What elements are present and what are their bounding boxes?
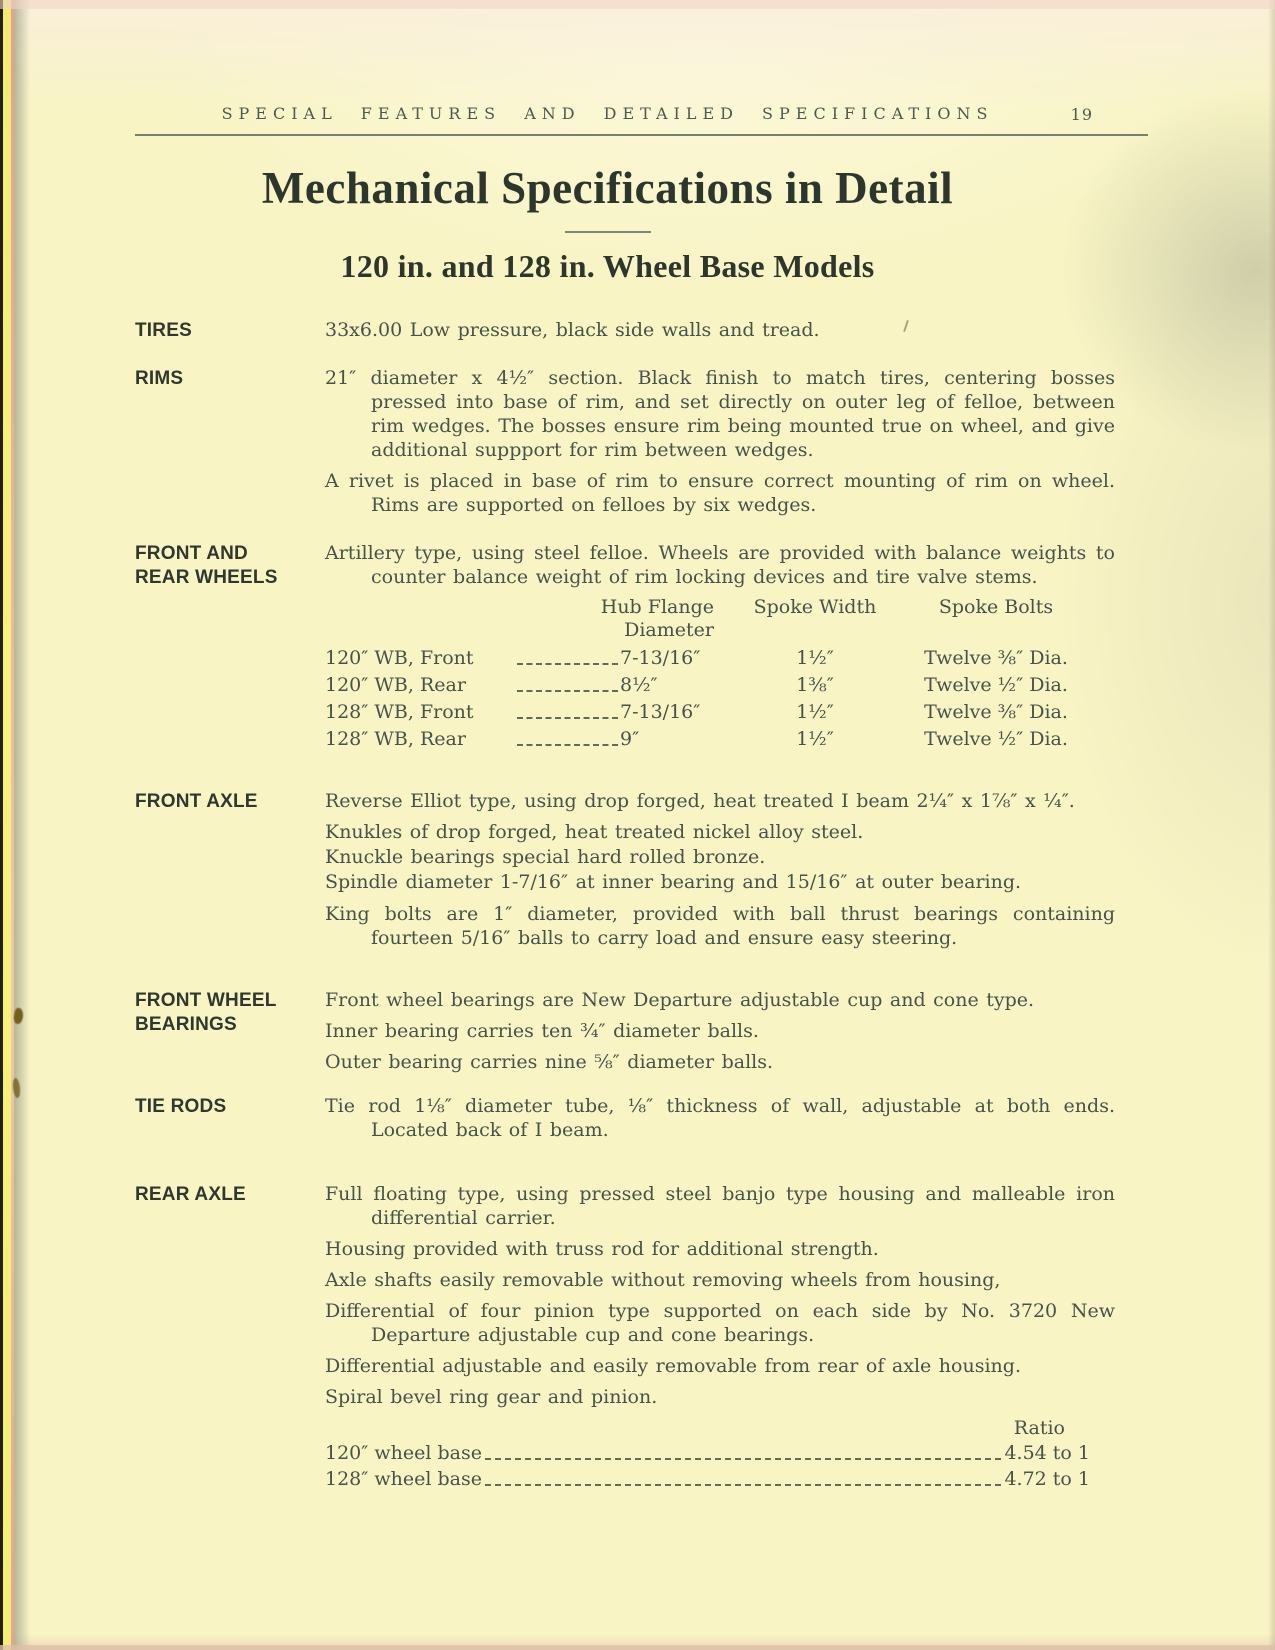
bearings-paragraph: Front wheel bearings are New Departure adjustable cup and cone type. xyxy=(325,989,1035,1011)
wheels-paragraph: Artillery type, using steel felloe. Wheels are provided with balance weights to counter balance weight of rim locking devices and tire valve stems. xyxy=(325,542,1115,588)
spec-sections xyxy=(135,318,1148,1492)
ratio-row xyxy=(325,1466,1115,1492)
spoke-width-value: 1½″ xyxy=(796,701,834,723)
spoke-bolts-value: Twelve ½″ Dia. xyxy=(924,728,1068,750)
scan-top-band xyxy=(0,0,1275,9)
rear-axle-paragraph: Differential of four pinion type supported on each side by No. 3720 New Departure adjustable cup and cone bearings. xyxy=(325,1300,1115,1346)
spoke-width-value: 1½″ xyxy=(796,647,834,669)
ratio-row-label: 128″ wheel base xyxy=(325,1468,482,1490)
tie-rods-paragraph: Tie rod 1⅛″ diameter tube, ⅛″ thickness of wall, adjustable at both ends. Located back of I beam. xyxy=(325,1095,1115,1141)
column-header-hub-flange-diameter xyxy=(325,596,740,642)
section-label-rear-axle: REAR AXLE xyxy=(135,1184,246,1205)
section-front-axle xyxy=(135,789,1148,950)
spoke-bolts-value: Twelve ½″ Dia. xyxy=(924,674,1068,696)
page-subtitle: 120 in. and 128 in. Wheel Base Models xyxy=(340,248,875,284)
section-label-tie-rods: TIE RODS xyxy=(135,1096,227,1117)
rear-axle-paragraph: Differential adjustable and easily removable from rear of axle housing. xyxy=(325,1355,1021,1377)
front-axle-paragraph: King bolts are 1″ diameter, provided with ball thrust bearings containing fourteen 5/16″ balls to carry load and ensure easy steering. xyxy=(325,903,1115,949)
gear-ratio-block xyxy=(325,1416,1115,1492)
spoke-width-value: 1⅜″ xyxy=(796,674,834,696)
section-label-line: BEARINGS xyxy=(135,1014,237,1035)
spoke-bolts-value: Twelve ⅜″ Dia. xyxy=(924,701,1068,723)
hub-flange-diameter-value: 8½″ xyxy=(620,674,658,696)
dash-leader xyxy=(515,645,620,672)
title-block xyxy=(135,162,1080,285)
rims-paragraph: 21″ diameter x 4½″ section. Black finish to match tires, centering bosses pressed into base of rim, and set directly on outer leg of felloe, between rim wedges. The bosses ensure rim being mounted true on wheel, and give additional suppport for rim between wedges. xyxy=(325,367,1115,461)
section-front-wheel-bearings xyxy=(135,988,1148,1074)
tires-paragraph: 33x6.00 Low pressure, black side walls and tread. xyxy=(325,319,820,341)
section-tires xyxy=(135,318,1148,343)
front-axle-paragraph: Reverse Elliot type, using drop forged, heat treated I beam 2¼″ x 1⅞″ x ¼″. xyxy=(325,790,1075,812)
front-axle-paragraph: Knukles of drop forged, heat treated nickel alloy steel. xyxy=(325,821,864,843)
row-label: 120″ WB, Front xyxy=(325,647,474,669)
dash-leader xyxy=(515,672,620,699)
book-gutter-shadow xyxy=(14,0,30,1650)
wheel-table-row xyxy=(325,726,1115,753)
wheel-spec-table xyxy=(325,596,1115,753)
dash-leader xyxy=(485,1440,1001,1466)
dash-leader xyxy=(485,1466,1001,1492)
wheel-table-row xyxy=(325,672,1115,699)
running-header-text: SPECIAL FEATURES AND DETAILED SPECIFICATIONS xyxy=(221,104,994,123)
dash-leader xyxy=(515,726,620,753)
front-axle-paragraph: Knuckle bearings special hard rolled bronze. xyxy=(325,846,766,868)
page-content xyxy=(135,104,1148,1492)
rear-axle-paragraph: Full floating type, using pressed steel banjo type housing and malleable iron differential carrier. xyxy=(325,1183,1115,1229)
section-label-wheels xyxy=(135,541,325,590)
front-axle-paragraph: Spindle diameter 1-7/16″ at inner bearing and 15/16″ at outer bearing. xyxy=(325,871,1022,893)
ratio-row-label: 120″ wheel base xyxy=(325,1442,482,1464)
section-label-line: FRONT AND xyxy=(135,543,248,564)
section-label-rims: RIMS xyxy=(135,368,184,389)
rear-axle-paragraph: Axle shafts easily removable without removing wheels from housing, xyxy=(325,1269,1001,1291)
page-number: 19 xyxy=(1070,105,1093,124)
rear-axle-paragraph: Housing provided with truss rod for additional strength. xyxy=(325,1238,879,1260)
wheel-table-header xyxy=(325,596,1115,642)
scan-bottom-band xyxy=(0,1645,1275,1650)
section-rear-axle xyxy=(135,1182,1148,1492)
bearings-paragraph: Outer bearing carries nine ⅝″ diameter balls. xyxy=(325,1051,774,1073)
running-header xyxy=(135,104,1148,130)
section-front-rear-wheels xyxy=(135,541,1148,753)
hub-flange-diameter-value: 7-13/16″ xyxy=(620,647,701,669)
hub-flange-diameter-value: 7-13/16″ xyxy=(620,701,701,723)
hub-flange-diameter-value: 9″ xyxy=(620,728,640,750)
row-label: 128″ WB, Front xyxy=(325,701,474,723)
hub-flange-header-line: Hub Flange xyxy=(600,596,714,618)
section-tie-rods xyxy=(135,1094,1148,1142)
book-edge-yellow xyxy=(3,0,11,1650)
ratio-column-header: Ratio xyxy=(1013,1417,1065,1439)
section-label-line: REAR WHEELS xyxy=(135,567,278,588)
rims-paragraph: A rivet is placed in base of rim to ensure correct mounting of rim on wheel. Rims are supported on felloes by six wedges. xyxy=(325,470,1115,516)
dash-leader xyxy=(515,699,620,726)
row-label: 128″ WB, Rear xyxy=(325,728,466,750)
rear-axle-paragraph: Spiral bevel ring gear and pinion. xyxy=(325,1386,658,1408)
spoke-bolts-value: Twelve ⅜″ Dia. xyxy=(924,647,1068,669)
section-label-bearings xyxy=(135,988,325,1037)
row-label: 120″ WB, Rear xyxy=(325,674,466,696)
wheel-table-row xyxy=(325,645,1115,672)
section-rims xyxy=(135,366,1148,517)
column-header-spoke-bolts: Spoke Bolts xyxy=(938,596,1054,618)
ratio-value: 4.72 to 1 xyxy=(1004,1468,1090,1490)
column-header-spoke-width: Spoke Width xyxy=(753,596,877,618)
ratio-row xyxy=(325,1440,1115,1466)
hub-flange-header-line: Diameter xyxy=(624,619,714,641)
section-label-front-axle: FRONT AXLE xyxy=(135,791,258,812)
ratio-value: 4.54 to 1 xyxy=(1004,1442,1090,1464)
page-right-shade xyxy=(1268,0,1275,1650)
page-title: Mechanical Specifications in Detail xyxy=(261,163,954,213)
wheel-table-row xyxy=(325,699,1115,726)
header-rule xyxy=(135,134,1148,136)
bearings-paragraph: Inner bearing carries ten ¾″ diameter balls. xyxy=(325,1020,759,1042)
section-label-line: FRONT WHEEL xyxy=(135,990,277,1011)
title-divider xyxy=(565,231,651,233)
spoke-width-value: 1½″ xyxy=(796,728,834,750)
section-label-tires: TIRES xyxy=(135,320,192,341)
